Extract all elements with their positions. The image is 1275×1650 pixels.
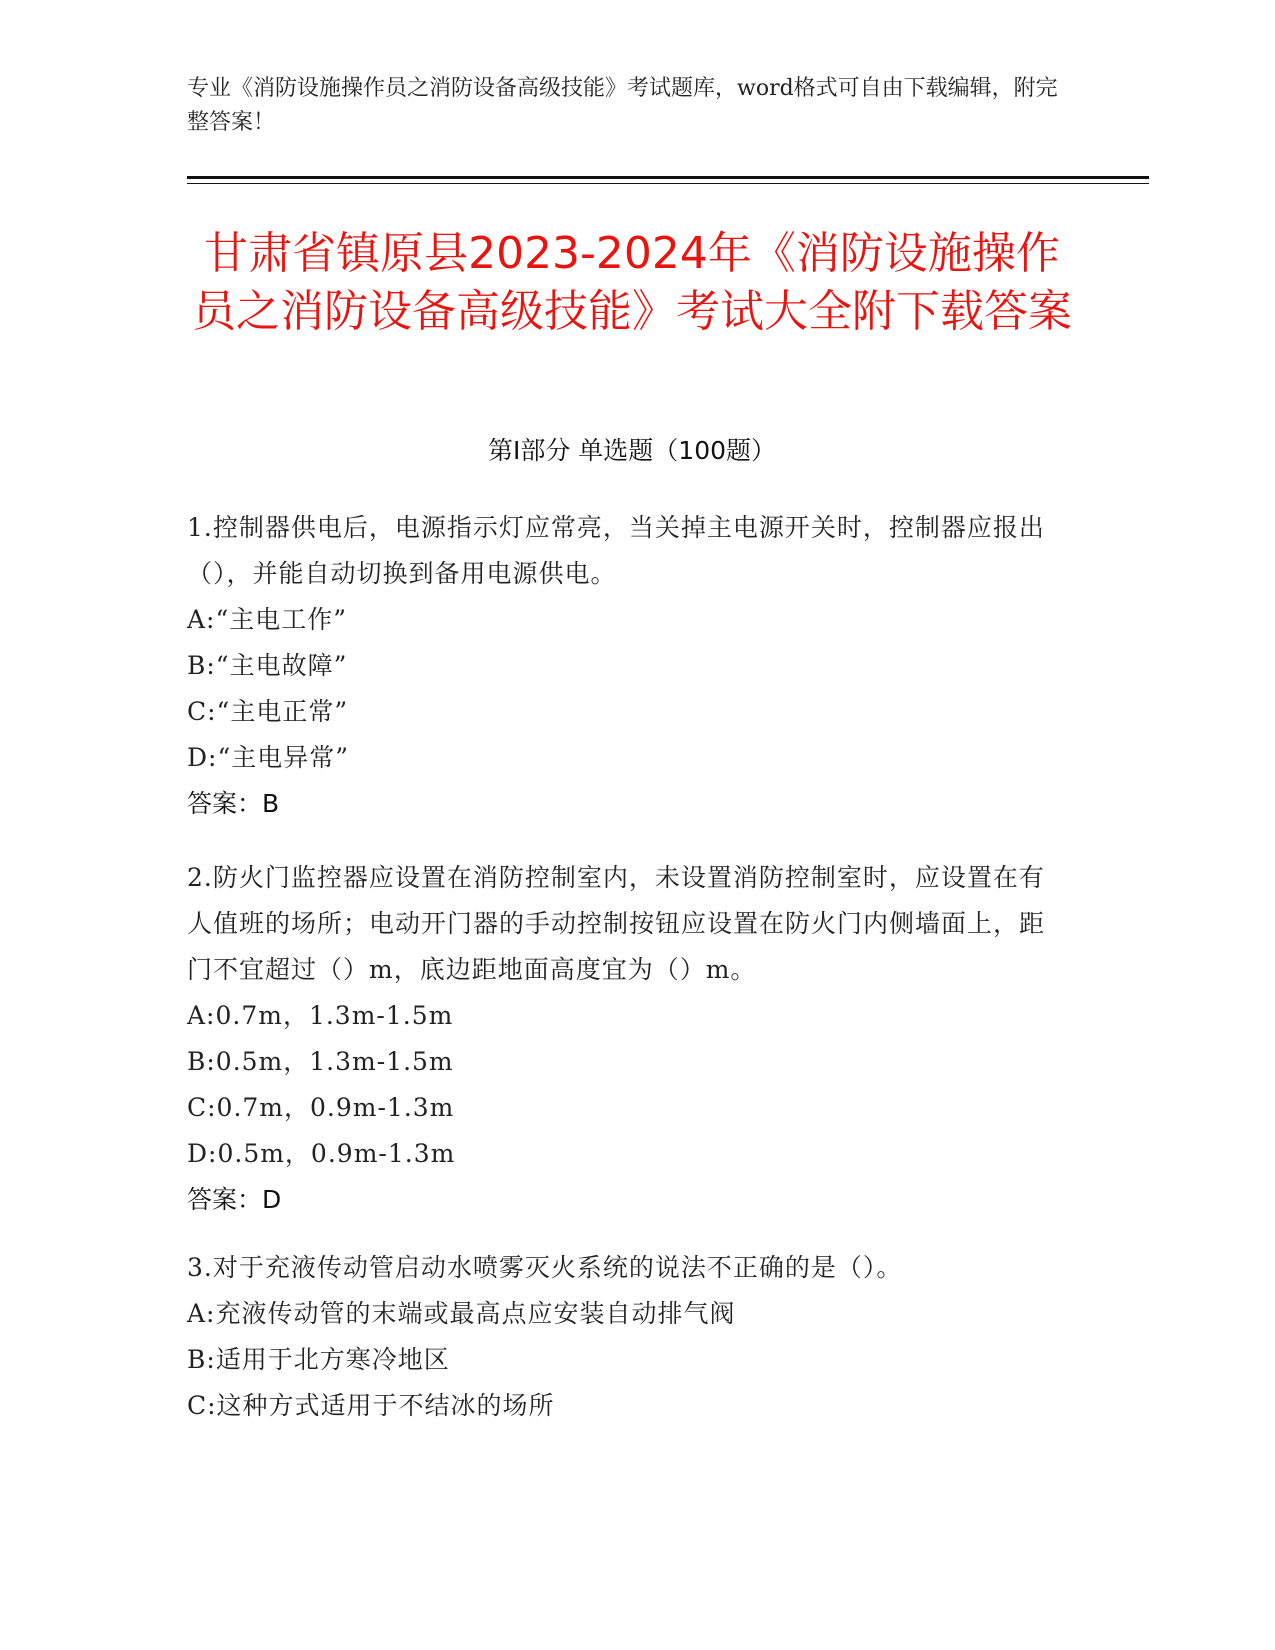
question-stem: 2.防火门监控器应设置在消防控制室内，未设置消防控制室时，应设置在有人值班的场所；电动开门器的手动控制按钮应设置在防火门内侧墙面上，距门不宜超过（）m，底边距地面高度宜为（）m。: [187, 863, 1046, 984]
answer-value: B: [262, 789, 280, 818]
question-stem: 3.对于充液传动管启动水喷雾灭火系统的说法不正确的是（）。: [187, 1253, 903, 1282]
answer-line: [187, 781, 1067, 827]
option-d: D:0.5m，0.9m-1.3m: [187, 1139, 456, 1168]
option-a: A:0.7m，1.3m-1.5m: [187, 1001, 454, 1030]
option-a: A:“主电工作”: [187, 605, 348, 634]
answer-label: 答案：: [187, 789, 263, 818]
answer-label: 答案：: [187, 1185, 263, 1214]
section-title: 第Ⅰ部分 单选题（100题）: [487, 436, 777, 465]
header-rule-thin: [187, 183, 1149, 184]
option-a: A:充液传动管的末端或最高点应安装自动排气阀: [187, 1299, 736, 1328]
answer-value: D: [262, 1185, 282, 1214]
document-title: 甘肃省镇原县2023-2024年《消防设施操作员之消防设备高级技能》考试大全附下载答案: [192, 228, 1072, 337]
header-rule-thick: [187, 176, 1149, 179]
option-c: C:“主电正常”: [187, 697, 349, 726]
option-c: C:这种方式适用于不结冰的场所: [187, 1391, 555, 1420]
option-b: B:0.5m，1.3m-1.5m: [187, 1047, 454, 1076]
header-note: 专业《消防设施操作员之消防设备高级技能》考试题库，word格式可自由下载编辑，附完整答案！: [187, 76, 1058, 135]
question-1: [187, 505, 1067, 827]
question-3: [187, 1245, 1067, 1429]
question-2: [187, 855, 1067, 1223]
option-b: B:适用于北方寒冷地区: [187, 1345, 450, 1374]
option-d: D:“主电异常”: [187, 743, 350, 772]
option-c: C:0.7m，0.9m-1.3m: [187, 1093, 455, 1122]
question-stem: 1.控制器供电后，电源指示灯应常亮，当关掉主电源开关时，控制器应报出（），并能自动切换到备用电源供电。: [187, 513, 1045, 588]
option-b: B:“主电故障”: [187, 651, 348, 680]
answer-line: [187, 1177, 1067, 1223]
